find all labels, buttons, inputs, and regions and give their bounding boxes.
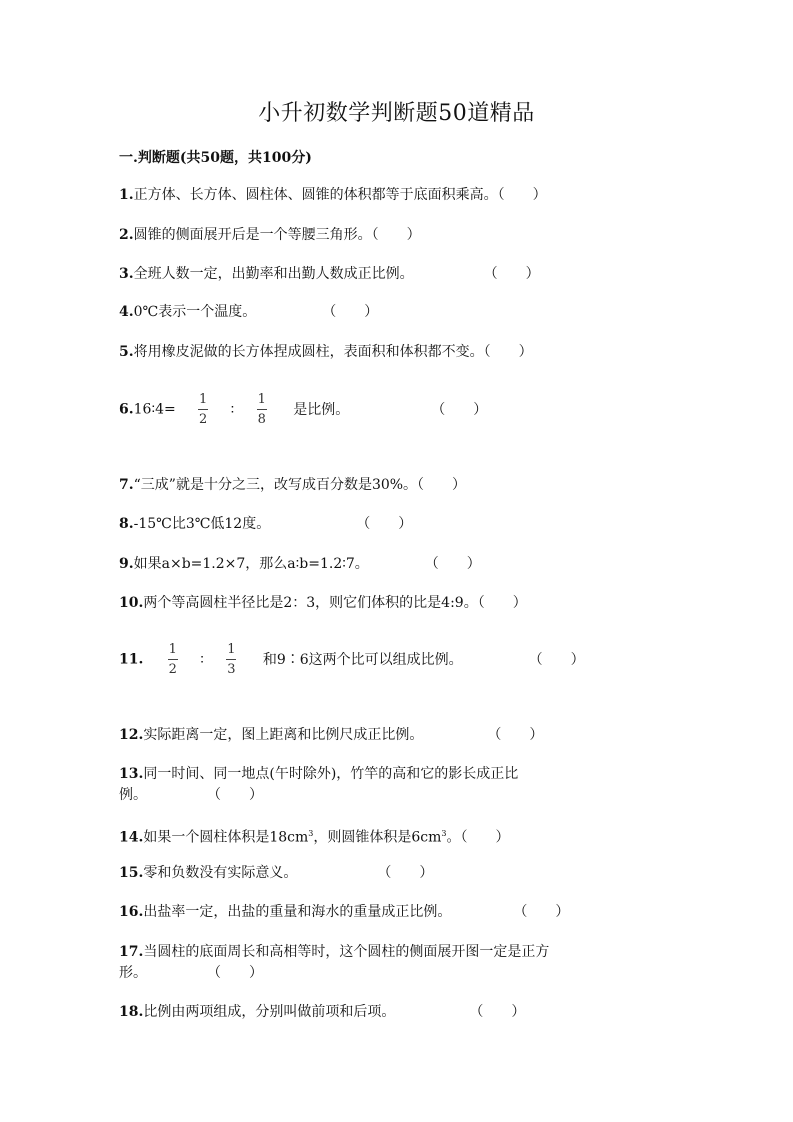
question-6 xyxy=(119,392,487,427)
question-10 xyxy=(119,593,527,614)
superscript: 3 xyxy=(308,829,314,838)
question-text: 出盐率一定，出盐的重量和海水的重量成正比例。 xyxy=(143,904,452,920)
question-5 xyxy=(119,342,533,363)
question-text: 如果a×b=1.2×7，那么a∶b=1.2∶7。 xyxy=(133,556,369,572)
question-15 xyxy=(119,863,433,884)
question-number: 14. xyxy=(119,829,144,846)
question-number: 13. xyxy=(119,766,144,782)
fraction-numerator: 1 xyxy=(168,642,177,657)
fraction-bar xyxy=(257,409,267,410)
superscript: 3 xyxy=(441,829,447,838)
question-text: 0℃表示一个温度。 xyxy=(133,304,257,320)
answer-blank: （ ） xyxy=(528,651,585,668)
fraction-numerator: 1 xyxy=(257,392,266,407)
fraction xyxy=(168,642,178,677)
question-12 xyxy=(119,725,543,746)
question-text: 如果一个圆柱体积是18cm xyxy=(143,829,309,846)
answer-blank: （ ） xyxy=(377,865,434,881)
question-number: 3. xyxy=(119,266,134,282)
ratio-colon: ∶ xyxy=(230,401,235,418)
question-text: 是比例。 xyxy=(293,401,350,418)
question-4 xyxy=(119,302,378,323)
question-text: 将用橡皮泥做的长方体捏成圆柱，表面积和体积都不变。（ ） xyxy=(133,344,533,360)
section-heading: 一.判断题(共50题，共100分) xyxy=(119,150,312,166)
answer-blank: （ ） xyxy=(322,304,379,320)
question-1 xyxy=(119,185,547,206)
question-7 xyxy=(119,475,466,496)
question-text: 同一时间、同一地点(午时除外)，竹竿的高和它的影长成正比 xyxy=(143,766,519,782)
question-number: 15. xyxy=(119,865,144,881)
fraction-denominator: 2 xyxy=(199,412,208,427)
question-text: 。（ ） xyxy=(446,829,510,846)
answer-blank: （ ） xyxy=(487,727,544,743)
question-9 xyxy=(119,554,481,575)
answer-blank: （ ） xyxy=(513,904,570,920)
question-text: 圆锥的侧面展开后是一个等腰三角形。（ ） xyxy=(133,227,421,243)
question-text: 全班人数一定，出勤率和出勤人数成正比例。 xyxy=(133,266,414,282)
question-8 xyxy=(119,514,412,535)
ratio-colon: ∶ xyxy=(200,651,204,668)
answer-blank: （ ） xyxy=(469,1004,526,1020)
question-text: 16∶4= xyxy=(133,401,176,418)
question-text: 两个等高圆柱半径比是2：3，则它们体积的比是4:9。（ ） xyxy=(143,595,527,611)
question-text: 正方体、长方体、圆柱体、圆锥的体积都等于底面积乘高。（ ） xyxy=(133,187,547,203)
question-text: 比例由两项组成，分别叫做前项和后项。 xyxy=(143,1004,396,1020)
question-text: -15℃比3℃低12度。 xyxy=(133,516,271,532)
fraction xyxy=(257,392,267,427)
question-text: 零和负数没有实际意义。 xyxy=(143,865,298,881)
question-number: 7. xyxy=(119,477,134,493)
question-13 xyxy=(119,764,518,806)
question-16 xyxy=(119,902,569,923)
fraction-bar xyxy=(226,659,236,660)
answer-blank: （ ） xyxy=(483,266,540,282)
question-3 xyxy=(119,264,540,285)
question-number: 4. xyxy=(119,304,134,320)
page-title: 小升初数学判断题50道精品 xyxy=(258,101,535,126)
question-text-continued: 例。 xyxy=(119,787,147,803)
question-11 xyxy=(119,642,585,677)
question-number: 6. xyxy=(119,401,134,418)
question-text: 当圆柱的底面周长和高相等时，这个圆柱的侧面展开图一定是正方 xyxy=(143,944,550,960)
question-text-continued: 形。 xyxy=(119,965,147,981)
answer-blank: （ ） xyxy=(207,787,263,803)
question-18 xyxy=(119,1002,525,1023)
question-text: 实际距离一定，图上距离和比例尺成正比例。 xyxy=(143,727,424,743)
question-14 xyxy=(119,823,510,849)
question-number: 16. xyxy=(119,904,144,920)
fraction-bar xyxy=(198,409,208,410)
fraction xyxy=(198,392,208,427)
fraction-bar xyxy=(168,659,178,660)
fraction-denominator: 2 xyxy=(168,662,177,677)
question-number: 18. xyxy=(119,1004,144,1020)
question-number: 11. xyxy=(119,651,144,668)
fraction xyxy=(226,642,236,677)
question-number: 5. xyxy=(119,344,134,360)
fraction-denominator: 8 xyxy=(257,412,266,427)
answer-blank: （ ） xyxy=(431,401,488,418)
question-number: 17. xyxy=(119,944,144,960)
question-number: 10. xyxy=(119,595,144,611)
answer-blank: （ ） xyxy=(424,556,481,572)
question-number: 12. xyxy=(119,727,144,743)
question-number: 1. xyxy=(119,187,134,203)
fraction-numerator: 1 xyxy=(199,392,208,407)
question-2 xyxy=(119,225,421,246)
answer-blank: （ ） xyxy=(207,965,263,981)
question-number: 8. xyxy=(119,516,134,532)
answer-blank: （ ） xyxy=(356,516,413,532)
question-text: ，则圆锥体积是6cm xyxy=(313,829,442,846)
fraction-denominator: 3 xyxy=(227,662,236,677)
question-number: 2. xyxy=(119,227,134,243)
question-text: “三成”就是十分之三，改写成百分数是30%。（ ） xyxy=(133,477,467,493)
question-17 xyxy=(119,942,549,984)
question-text: 和9∶6这两个比可以组成比例。 xyxy=(262,651,463,668)
fraction-numerator: 1 xyxy=(227,642,236,657)
question-number: 9. xyxy=(119,556,134,572)
